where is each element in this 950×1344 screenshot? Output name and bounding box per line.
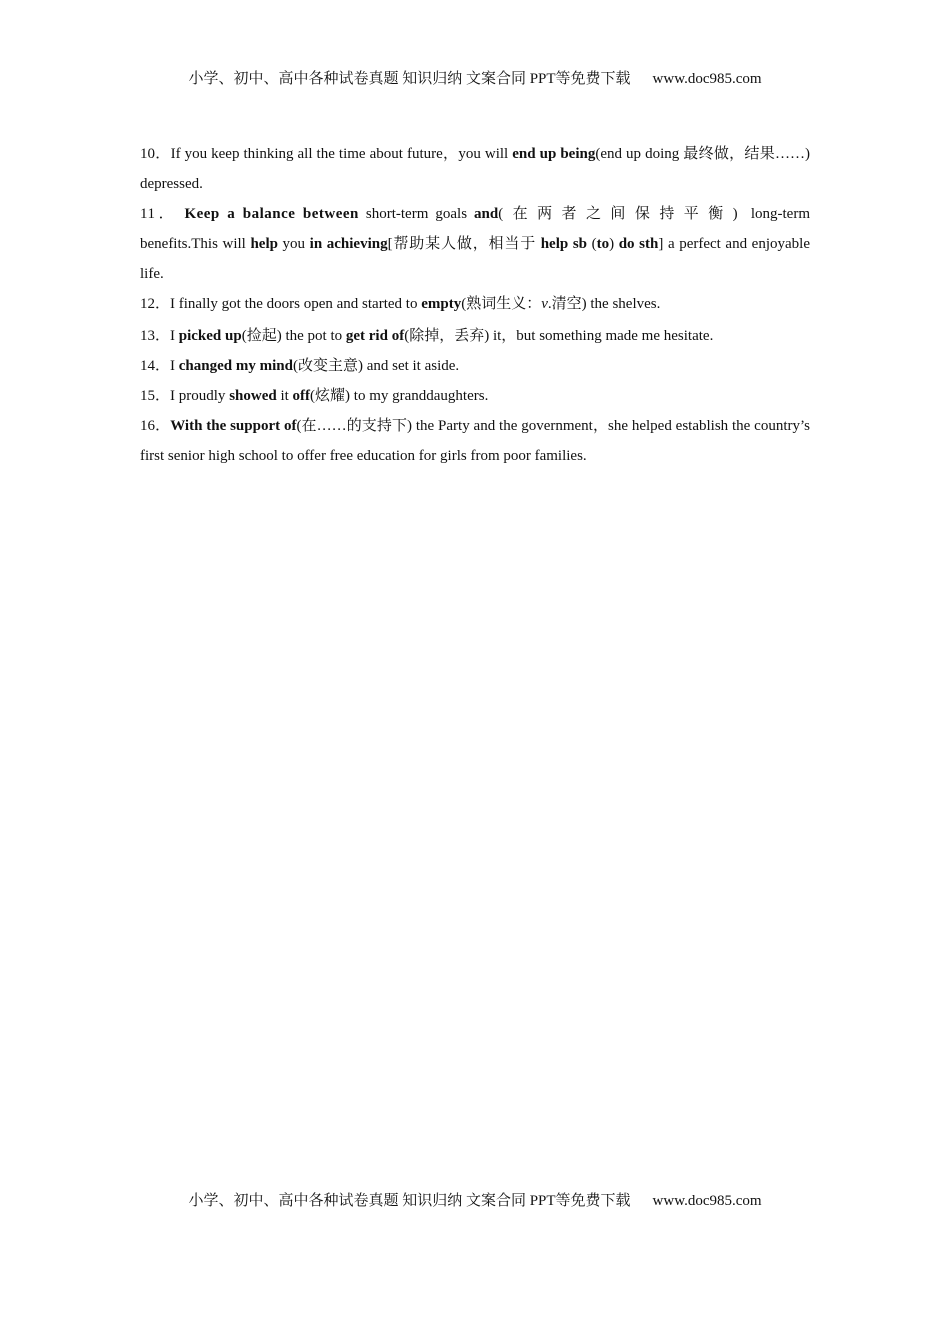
item-text: I finally got the doors open and started to — [170, 296, 422, 312]
key-phrase: in achieving — [309, 236, 388, 252]
item-12 — [140, 289, 810, 319]
key-phrase: showed — [229, 388, 277, 404]
item-text: (除掉，丢弃) it，but something made me hesitate. — [404, 328, 714, 344]
item-15 — [140, 381, 810, 411]
header-text: 小学、初中、高中各种试卷真题 知识归纳 文案合同 PPT等免费下载 — [188, 71, 631, 87]
key-phrase: picked up — [178, 328, 242, 344]
item-number: 11． — [140, 206, 178, 222]
key-phrase: to — [596, 236, 610, 252]
key-phrase: Keep a balance between — [184, 206, 359, 222]
key-phrase: changed my mind — [178, 358, 293, 374]
item-text: ( — [587, 236, 597, 252]
item-number: 13． — [140, 328, 171, 344]
key-phrase: help sb — [540, 236, 587, 252]
item-number: 12． — [140, 296, 171, 312]
item-text: I — [170, 358, 179, 374]
item-text: .清空) the shelves. — [547, 296, 661, 312]
item-text: [帮助某人做，相当于 — [387, 236, 541, 252]
key-phrase: do sth — [618, 236, 659, 252]
item-text: (改变主意) and set it aside. — [292, 358, 460, 374]
item-text: long-term benefits.This will — [140, 206, 810, 252]
page-header — [0, 69, 950, 89]
key-phrase: off — [292, 388, 311, 404]
part-of-speech: v — [541, 296, 548, 312]
item-13 — [140, 321, 810, 351]
item-text: (在……的支持下) the Party and the government，she helped establish the country’s first senior high school to offer free education for girls from poor families. — [140, 418, 810, 464]
key-phrase: and — [474, 206, 499, 222]
key-phrase: With the support of — [170, 418, 297, 434]
item-number: 14． — [140, 358, 171, 374]
item-10 — [140, 139, 810, 199]
item-gloss: (在两者之间保持平衡) — [498, 206, 744, 222]
item-number: 10． — [140, 146, 171, 162]
item-text: you — [277, 236, 310, 252]
item-text: ) — [609, 236, 619, 252]
item-text: I proudly — [170, 388, 230, 404]
item-16 — [140, 411, 810, 471]
item-text: I — [170, 328, 179, 344]
item-text: short-term goals — [358, 206, 475, 222]
item-text: (end up doing 最终做，结果……) depressed. — [140, 146, 810, 192]
footer-text: 小学、初中、高中各种试卷真题 知识归纳 文案合同 PPT等免费下载 — [188, 1193, 631, 1209]
item-number: 15． — [140, 388, 171, 404]
key-phrase: end up being — [512, 146, 596, 162]
item-text: ] a perfect and enjoyable life. — [140, 236, 810, 282]
item-11 — [140, 199, 810, 289]
item-text: it — [276, 388, 293, 404]
key-phrase: get rid of — [345, 328, 405, 344]
item-text: (捡起) the pot to — [241, 328, 346, 344]
document-body — [140, 139, 810, 471]
key-phrase: empty — [421, 296, 462, 312]
item-text: (炫耀) to my granddaughters. — [310, 388, 489, 404]
page-footer — [0, 1191, 950, 1211]
item-text: If you keep thinking all the time about future，you will — [170, 146, 513, 162]
item-text: (熟词生义： — [461, 296, 542, 312]
key-phrase: help — [250, 236, 278, 252]
item-14 — [140, 351, 810, 381]
footer-url[interactable]: www.doc985.com — [652, 1193, 762, 1209]
header-url[interactable]: www.doc985.com — [652, 71, 762, 87]
item-number: 16． — [140, 418, 171, 434]
